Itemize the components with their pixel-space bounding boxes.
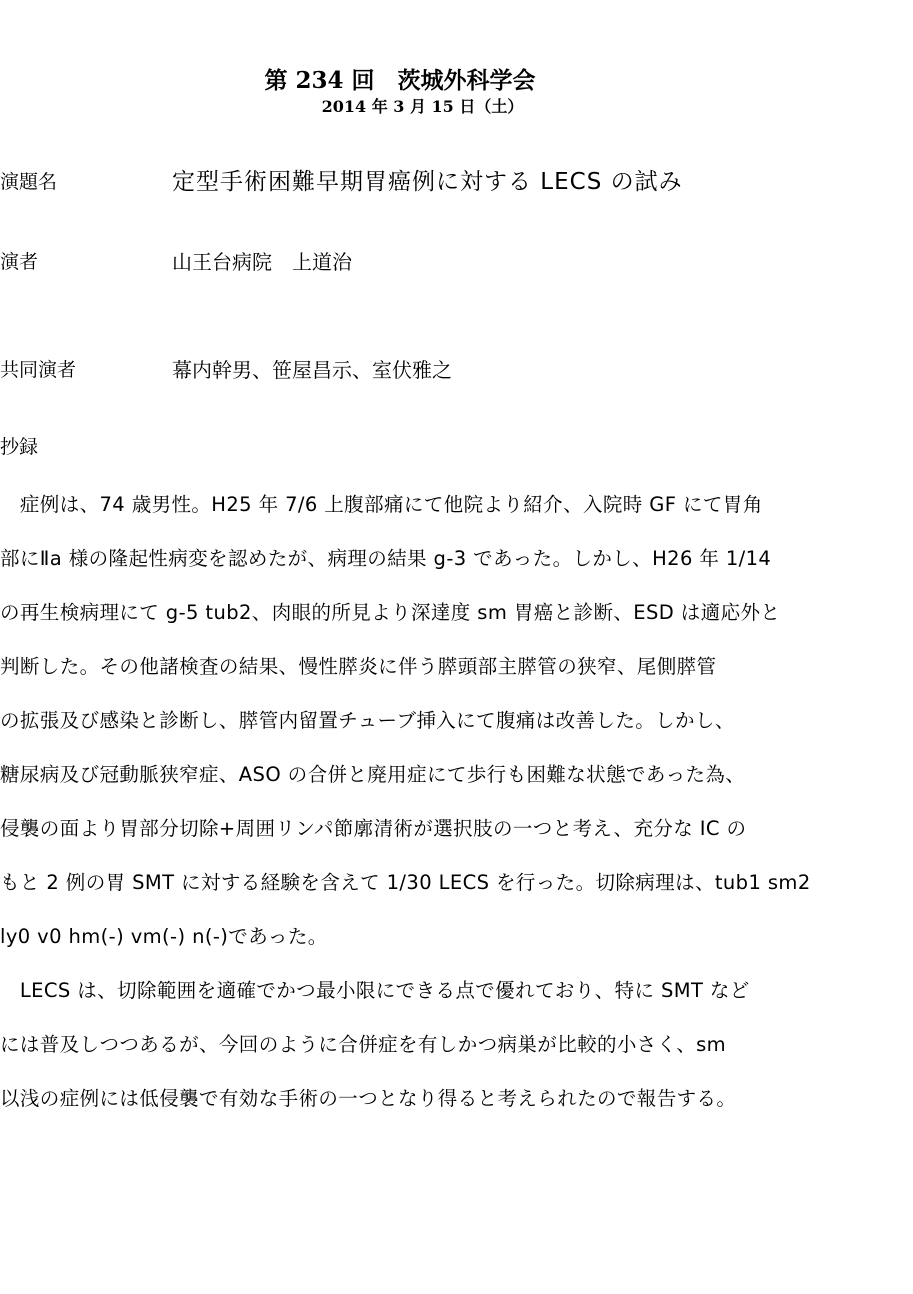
abstract-line: 糖尿病及び冠動脈狭窄症、ASO の合併と廃用症にて歩行も困難な状態であった為、 bbox=[0, 763, 746, 786]
abstract-line: には普及しつつあるが、今回のように合併症を有しかつ病巣が比較的小さく、sm bbox=[0, 1033, 727, 1056]
presenter-name: 山王台病院 上道治 bbox=[172, 250, 352, 274]
abstract-line: 以浅の症例には低侵襲で有効な手術の一つとなり得ると考えられたので報告する。 bbox=[0, 1087, 737, 1110]
abstract-line: の再生検病理にて g-5 tub2、肉眼的所見より深達度 sm 胃癌と診断、ESD は適応外と bbox=[0, 601, 781, 624]
title-label: 演題名 bbox=[0, 171, 58, 193]
abstract-line: 部にⅡa 様の隆起性病変を認めたが、病理の結果 g-3 であった。しかし、H26 年 1/14 bbox=[0, 547, 772, 570]
abstract-line: 症例は、74 歳男性。H25 年 7/6 上腹部痛にて他院より紹介、入院時 GF にて胃角 bbox=[0, 493, 763, 516]
abstract-line: LECS は、切除範囲を適確でかつ最小限にできる点で優れており、特に SMT など bbox=[0, 979, 750, 1002]
abstract-body bbox=[0, 484, 913, 1132]
abstract-line: ly0 v0 hm(-) vm(-) n(-)であった。 bbox=[0, 925, 328, 948]
copresenters-names: 幕内幹男、笹屋昌示、室伏雅之 bbox=[172, 358, 452, 382]
abstract-label: 抄録 bbox=[0, 436, 39, 458]
abstract-line: 判断した。その他諸検査の結果、慢性膵炎に伴う膵頭部主膵管の狭窄、尾側膵管 bbox=[0, 655, 717, 678]
conference-title: 第 234 回 茨城外科学会 bbox=[264, 67, 536, 94]
presenter-label: 演者 bbox=[0, 251, 39, 273]
presentation-title: 定型手術困難早期胃癌例に対する LECS の試み bbox=[172, 169, 683, 195]
abstract-line: 侵襲の面より胃部分切除+周囲リンパ節廓清術が選択肢の一つと考え、充分な IC の bbox=[0, 817, 747, 840]
copresenters-label: 共同演者 bbox=[0, 359, 77, 381]
conference-date: 2014 年 3 月 15 日（土） bbox=[321, 97, 524, 116]
abstract-line: の拡張及び感染と診断し、膵管内留置チューブ挿入にて腹痛は改善した。しかし、 bbox=[0, 709, 735, 732]
abstract-line: もと 2 例の胃 SMT に対する経験を含えて 1/30 LECS を行った。切除病理は、tub1 sm2 bbox=[0, 871, 811, 894]
